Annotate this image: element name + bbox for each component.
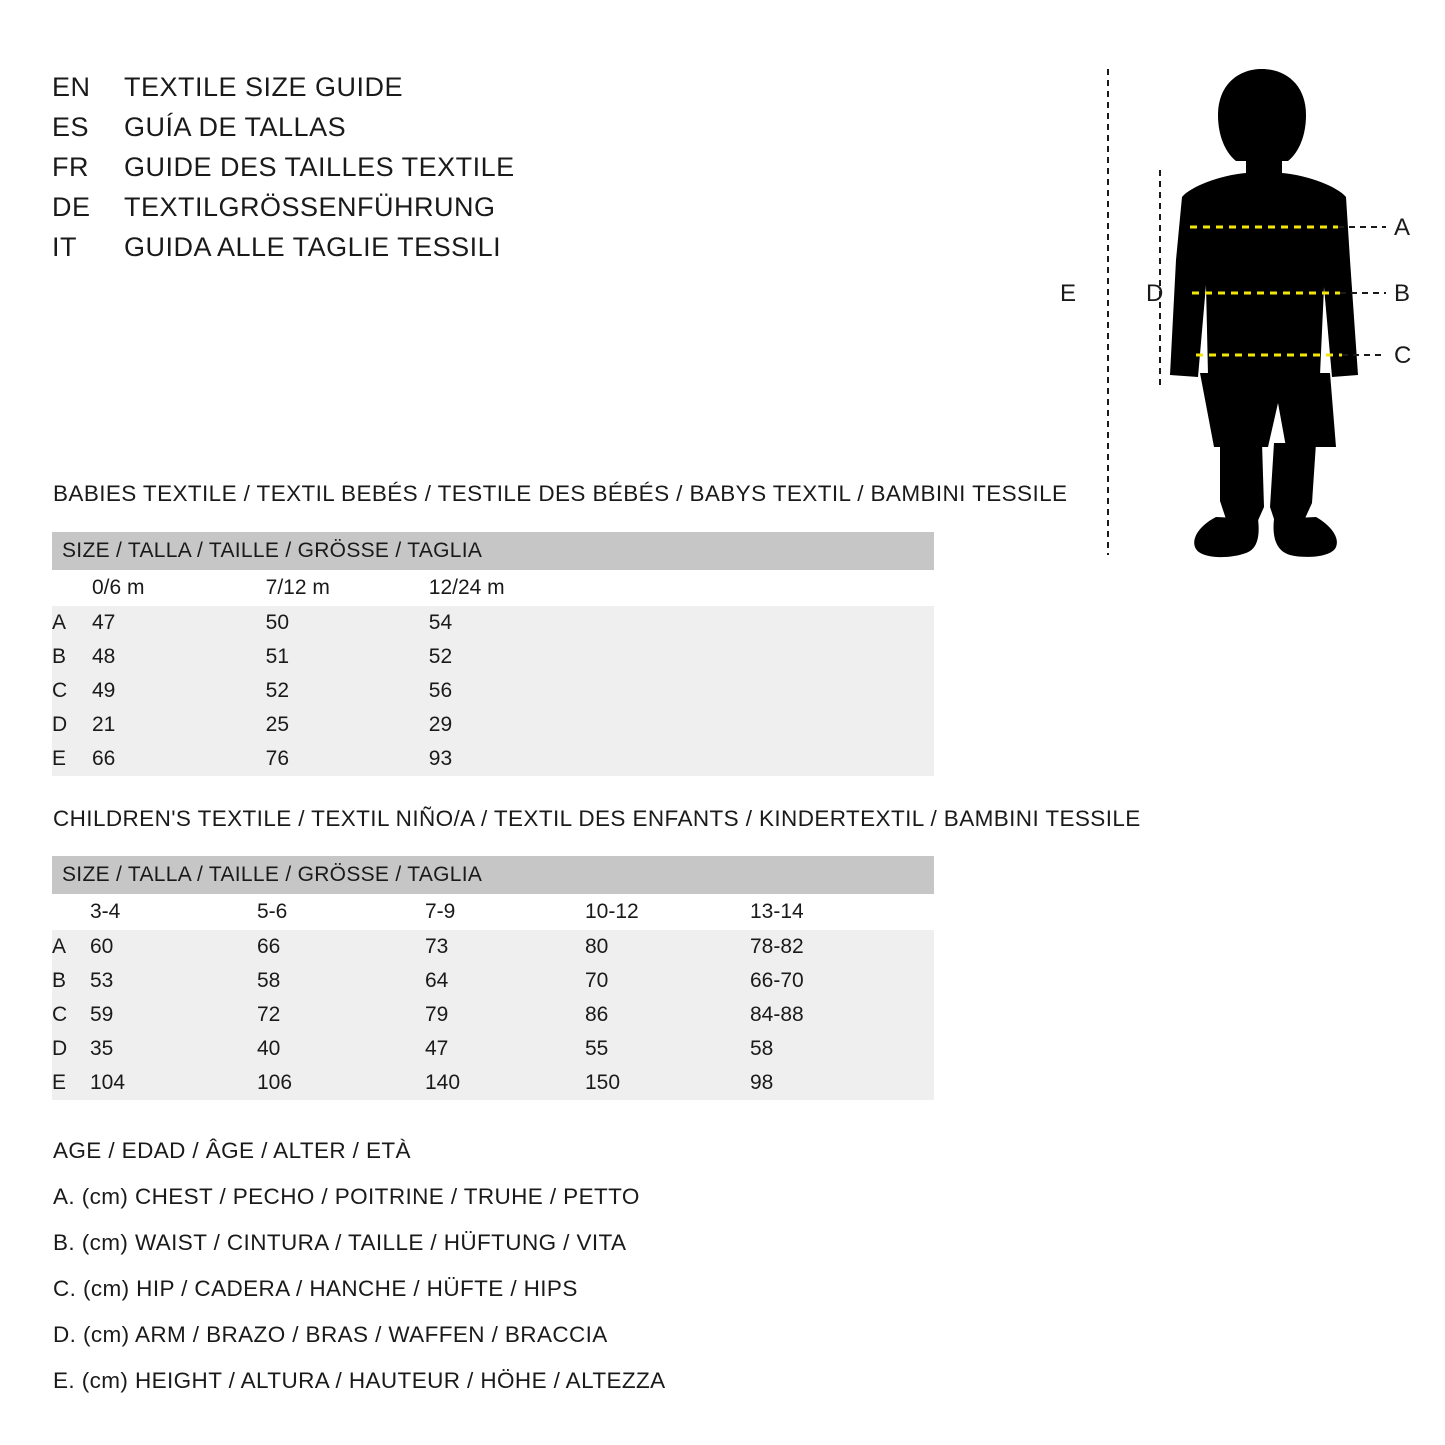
cell-value: 52 <box>266 674 429 708</box>
cell-value: 64 <box>425 964 585 998</box>
figure-label-b: B <box>1394 280 1411 307</box>
cell-value: 58 <box>257 964 425 998</box>
column-header: 7-9 <box>425 894 585 930</box>
column-header: 12/24 m <box>429 570 934 606</box>
table-row <box>52 708 934 742</box>
table-row <box>52 998 934 1032</box>
cell-value: 66 <box>92 742 266 776</box>
silhouette-shape <box>1170 69 1358 557</box>
cell-value: 150 <box>585 1066 750 1100</box>
language-title: TEXTILGRÖSSENFÜHRUNG <box>124 192 496 222</box>
language-row-fr <box>52 152 672 183</box>
cell-value: 60 <box>90 930 257 964</box>
cell-value: 70 <box>585 964 750 998</box>
column-header: 13-14 <box>750 894 934 930</box>
legend-line-chest: A. (cm) CHEST / PECHO / POITRINE / TRUHE / PETTO <box>53 1184 640 1209</box>
cell-value: 40 <box>257 1032 425 1066</box>
column-header: 7/12 m <box>266 570 429 606</box>
table-row <box>52 930 934 964</box>
row-label: A <box>52 930 90 964</box>
row-label: C <box>52 998 90 1032</box>
cell-value: 49 <box>92 674 266 708</box>
cell-value: 66 <box>257 930 425 964</box>
table-row <box>52 674 934 708</box>
legend-line-age: AGE / EDAD / ÂGE / ALTER / ETÀ <box>53 1138 411 1163</box>
language-code: DE <box>52 192 91 222</box>
table-row <box>52 1032 934 1066</box>
cell-value: 72 <box>257 998 425 1032</box>
language-code: ES <box>52 112 90 142</box>
cell-value: 73 <box>425 930 585 964</box>
cell-value: 56 <box>429 674 934 708</box>
table-row <box>52 640 934 674</box>
cell-value: 86 <box>585 998 750 1032</box>
language-code: EN <box>52 72 91 102</box>
row-label: A <box>52 606 92 640</box>
cell-value: 93 <box>429 742 934 776</box>
language-row-it <box>52 232 672 263</box>
row-label: C <box>52 674 92 708</box>
table-header-row <box>52 856 934 894</box>
table-row <box>52 606 934 640</box>
cell-value: 53 <box>90 964 257 998</box>
legend-line-height: E. (cm) HEIGHT / ALTURA / HAUTEUR / HÖHE / ALTEZZA <box>53 1368 666 1393</box>
column-header: 0/6 m <box>92 570 266 606</box>
row-label: B <box>52 640 92 674</box>
row-label: D <box>52 708 92 742</box>
figure-label-a: A <box>1394 214 1411 241</box>
figure-label-d: D <box>1146 280 1164 307</box>
language-row-en <box>52 72 672 103</box>
cell-value: 78-82 <box>750 930 934 964</box>
language-code: FR <box>52 152 89 182</box>
figure-label-c: C <box>1394 342 1412 369</box>
measurement-legend <box>53 1138 853 1414</box>
cell-value: 104 <box>90 1066 257 1100</box>
children-section-title: CHILDREN'S TEXTILE / TEXTIL NIÑO/A / TEXTIL DES ENFANTS / KINDERTEXTIL / BAMBINI TESSILE <box>53 806 1141 831</box>
language-title-list <box>52 72 672 272</box>
cell-value: 50 <box>266 606 429 640</box>
table-row <box>52 964 934 998</box>
row-label: B <box>52 964 90 998</box>
language-title: GUIDE DES TAILLES TEXTILE <box>124 152 515 182</box>
row-label: D <box>52 1032 90 1066</box>
column-header: 5-6 <box>257 894 425 930</box>
legend-line-waist: B. (cm) WAIST / CINTURA / TAILLE / HÜFTUNG / VITA <box>53 1230 627 1255</box>
legend-line-hip: C. (cm) HIP / CADERA / HANCHE / HÜFTE / HIPS <box>53 1276 578 1301</box>
cell-value: 80 <box>585 930 750 964</box>
cell-value: 98 <box>750 1066 934 1100</box>
cell-value: 55 <box>585 1032 750 1066</box>
table-row <box>52 742 934 776</box>
cell-value: 47 <box>425 1032 585 1066</box>
children-table-header: SIZE / TALLA / TAILLE / GRÖSSE / TAGLIA <box>52 856 934 894</box>
cell-value: 51 <box>266 640 429 674</box>
babies-section-title: BABIES TEXTILE / TEXTIL BEBÉS / TESTILE DES BÉBÉS / BABYS TEXTIL / BAMBINI TESSILE <box>53 481 1068 506</box>
cell-value: 58 <box>750 1032 934 1066</box>
language-title: GUIDA ALLE TAGLIE TESSILI <box>124 232 502 262</box>
cell-value: 66-70 <box>750 964 934 998</box>
cell-value: 76 <box>266 742 429 776</box>
cell-value: 35 <box>90 1032 257 1066</box>
cell-value: 54 <box>429 606 934 640</box>
table-header-row <box>52 532 934 570</box>
column-header: 10-12 <box>585 894 750 930</box>
cell-value: 79 <box>425 998 585 1032</box>
cell-value: 25 <box>266 708 429 742</box>
cell-value: 47 <box>92 606 266 640</box>
language-row-es <box>52 112 672 143</box>
cell-value: 106 <box>257 1066 425 1100</box>
table-column-row <box>52 894 934 930</box>
language-title: GUÍA DE TALLAS <box>124 112 347 142</box>
language-title: TEXTILE SIZE GUIDE <box>124 72 404 102</box>
cell-value: 59 <box>90 998 257 1032</box>
empty-corner-cell <box>52 570 92 606</box>
row-label: E <box>52 742 92 776</box>
language-code: IT <box>52 232 77 262</box>
cell-value: 140 <box>425 1066 585 1100</box>
legend-line-arm: D. (cm) ARM / BRAZO / BRAS / WAFFEN / BRACCIA <box>53 1322 608 1347</box>
children-size-table <box>52 856 934 1100</box>
empty-corner-cell <box>52 894 90 930</box>
babies-size-table <box>52 532 934 776</box>
table-row <box>52 1066 934 1100</box>
cell-value: 84-88 <box>750 998 934 1032</box>
cell-value: 48 <box>92 640 266 674</box>
cell-value: 52 <box>429 640 934 674</box>
table-column-row <box>52 570 934 606</box>
cell-value: 29 <box>429 708 934 742</box>
babies-table-header: SIZE / TALLA / TAILLE / GRÖSSE / TAGLIA <box>52 532 934 570</box>
child-silhouette-figure <box>1050 55 1430 575</box>
column-header: 3-4 <box>90 894 257 930</box>
row-label: E <box>52 1066 90 1100</box>
figure-label-e: E <box>1060 280 1077 307</box>
cell-value: 21 <box>92 708 266 742</box>
language-row-de <box>52 192 672 223</box>
